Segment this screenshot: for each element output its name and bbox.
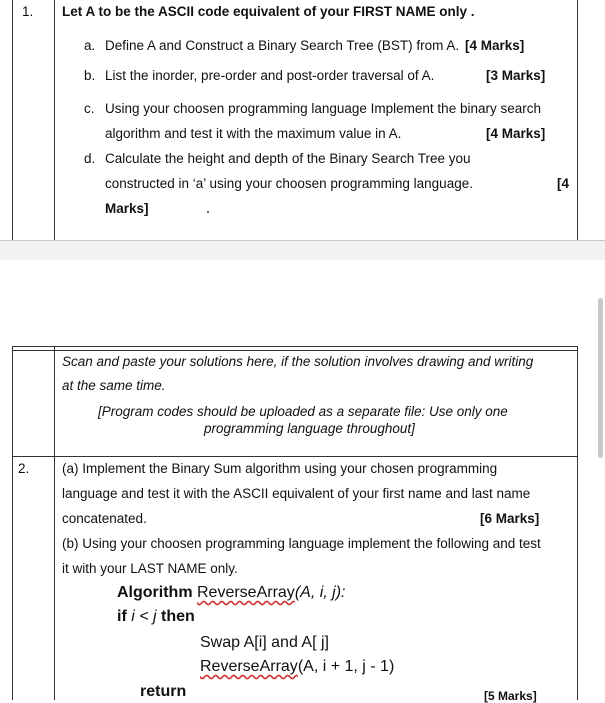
algo-swap-line: Swap A[i] and A[ j] [200, 634, 329, 651]
page-divider [0, 240, 605, 241]
q1c-line2: algorithm and test it with the maximum value in A. [105, 126, 402, 141]
recurse-name: ReverseArray [200, 658, 298, 675]
q1d-line1: Calculate the height and depth of the Binary Search Tree you [105, 151, 471, 166]
instr-line3: [Program codes should be uploaded as a separate file: Use only one [98, 404, 508, 419]
q2b-line1: (b) Using your choosen programming language implement the following and test [62, 536, 541, 551]
q1d-marks-b: Marks] [105, 201, 149, 216]
instr-line4: programming language throughout] [204, 421, 415, 436]
q2a-line2: language and test it with the ASCII equivalent of your first name and last name [62, 486, 531, 501]
stray-dot [207, 211, 209, 213]
q1d-marks-a: [4 [557, 176, 570, 191]
q2b-line2: it with your LAST NAME only. [62, 561, 238, 576]
scrollbar[interactable] [598, 298, 603, 458]
q2a-line1: (a) Implement the Binary Sum algorithm using your chosen programming [62, 461, 498, 476]
q1b-text: List the inorder, pre-order and post-order traversal of A. [105, 68, 435, 83]
q1a-text: Define A and Construct a Binary Search Tree (BST) from A. [105, 38, 460, 53]
if-keyword: if [117, 608, 127, 625]
algo-keyword: Algorithm [117, 584, 193, 601]
q1-number: 1. [22, 4, 34, 19]
algo-name: ReverseArray [197, 584, 295, 601]
q1b-marks: [3 Marks] [486, 68, 546, 83]
algorithm-header [117, 584, 345, 602]
q2-number: 2. [18, 461, 30, 476]
q1-title: Let A to be the ASCII code equivalent of your FIRST NAME only . [62, 4, 475, 19]
q1a-letter: a. [84, 38, 96, 53]
then-keyword: then [161, 608, 195, 625]
q1b-letter: b. [84, 68, 96, 83]
page-gap [0, 240, 605, 260]
q1c-letter: c. [84, 101, 95, 116]
q1d-line2: constructed in ‘a’ using your choosen programming language. [105, 176, 473, 191]
q1d-letter: d. [84, 151, 96, 166]
algo-return-line: return [140, 683, 187, 700]
q1a-marks: [4 Marks] [465, 38, 525, 53]
algo-if-line [117, 608, 195, 626]
q2a-line3: concatenated. [62, 511, 147, 526]
recurse-args: (A, i + 1, j - 1) [297, 658, 395, 675]
q1c-line1: Using your choosen programming language Implement the binary search [105, 101, 541, 116]
algo-params: (A, i, j): [294, 584, 346, 601]
q2b-marks: [5 Marks] [484, 689, 537, 703]
instr-line1: Scan and paste your solutions here, if the solution involves drawing and writing [62, 354, 534, 369]
q2a-marks: [6 Marks] [480, 511, 540, 526]
instr-line2: at the same time. [62, 378, 166, 393]
algo-recurse-line [200, 658, 394, 676]
q1c-marks: [4 Marks] [486, 126, 546, 141]
if-condition: i < j [126, 608, 162, 625]
